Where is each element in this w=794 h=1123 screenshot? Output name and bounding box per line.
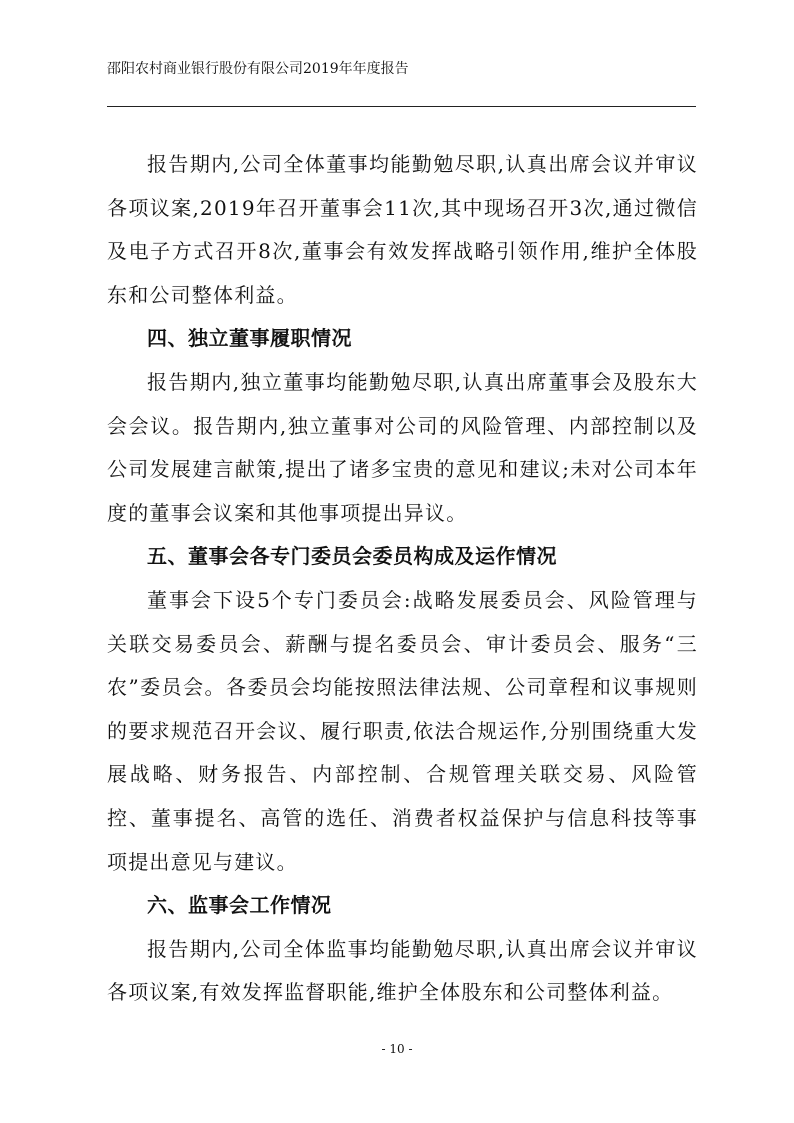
- report-body: [107, 143, 698, 1015]
- section-heading-committees: 五、董事会各专门委员会委员构成及运作情况: [147, 544, 557, 569]
- header-divider: [107, 106, 696, 107]
- page-number: - 10 -: [381, 1042, 413, 1056]
- section-heading-independent-directors: 四、独立董事履职情况: [147, 326, 352, 351]
- section-heading-supervisory-board: 六、监事会工作情况: [147, 893, 332, 918]
- paragraph-board-meetings: 报告期内,公司全体董事均能勤勉尽职,认真出席会议并审议各项议案,2019年召开董事会11次,其中现场召开3次,通过微信及电子方式召开8次,董事会有效发挥战略引领作用,维护全体股东和公司整体利益。: [107, 152, 698, 307]
- paragraph-independent-directors: 报告期内,独立董事均能勤勉尽职,认真出席董事会及股东大会会议。报告期内,独立董事对公司的风险管理、内部控制以及公司发展建言献策,提出了诸多宝贵的意见和建议;未对公司本年度的董事会议案和其他事项提出异议。: [107, 369, 698, 525]
- paragraph-committees: 董事会下设5个专门委员会:战略发展委员会、风险管理与关联交易委员会、薪酬与提名委员会、审计委员会、服务“三农”委员会。各委员会均能按照法律法规、公司章程和议事规则的要求规范召开会议、履行职责,依法合规运作,分别围绕重大发展战略、财务报告、内部控制、合规管理关联交易、风险管控、董事提名、高管的选任、消费者权益保护与信息科技等事项提出意见与建议。: [107, 587, 698, 874]
- paragraph-supervisory-board: 报告期内,公司全体监事均能勤勉尽职,认真出席会议并审议各项议案,有效发挥监督职能,维护全体股东和公司整体利益。: [107, 936, 698, 1005]
- report-header-title: 邵阳农村商业银行股份有限公司2019年年度报告: [107, 61, 409, 77]
